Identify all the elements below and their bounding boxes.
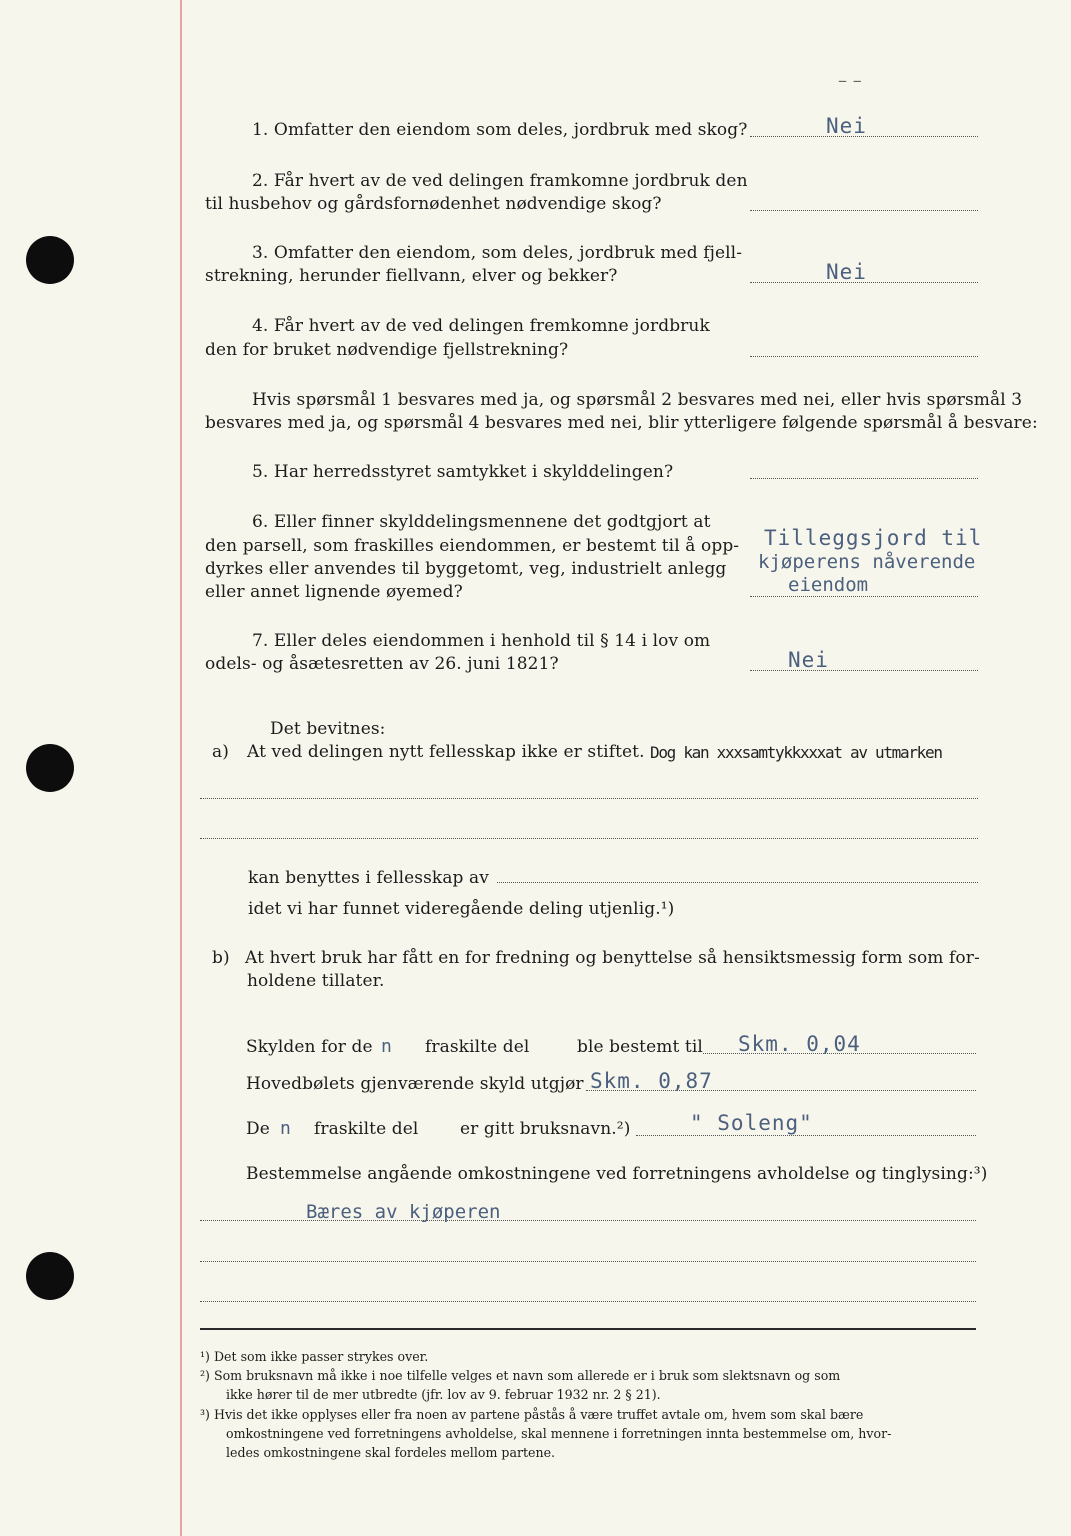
intro-line-1: Hvis spørsmål 1 besvares med ja, og spørsmål 2 besvares med nei, eller hvis spørsmål 3: [252, 390, 1023, 410]
question-3-line-1: 3. Omfatter den eiendom, som deles, jordbruk med fjell-: [252, 243, 743, 263]
witness-a-text: At ved delingen nytt fellesskap ikke er stiftet.: [247, 742, 645, 762]
cost-value: Bæres av kjøperen: [306, 1201, 501, 1223]
question-1: 1. Omfatter den eiendom som deles, jordbruk med skog?: [252, 120, 748, 140]
bruksnavn-value-line: [636, 1135, 976, 1136]
bruksnavn-label-suffix: er gitt bruksnavn.²): [460, 1119, 631, 1139]
footnote-2-line-2: ikke hører til de mer utbredte (jfr. lov av 9. februar 1932 nr. 2 § 21).: [226, 1387, 661, 1402]
footnote-separator: [200, 1328, 976, 1330]
question-6-line-3: dyrkes eller anvendes til byggetomt, veg, industrielt anlegg: [205, 559, 727, 579]
question-7-line-2: odels- og åsætesretten av 26. juni 1821?: [205, 654, 559, 674]
punch-hole-middle: [26, 744, 74, 792]
answer-line-7: [750, 670, 978, 671]
skyld-label-middle: fraskilte del: [425, 1037, 530, 1057]
answer-line-2: [750, 210, 978, 211]
answer-6-line-1: Tilleggsjord til: [764, 526, 983, 550]
witness-a-struck-text: Dog kan xxxsamtykkxxxat av utmarken: [650, 743, 942, 762]
page-mark: – –: [838, 70, 862, 91]
question-4-line-2: den for bruket nødvendige fjellstrekning?: [205, 340, 569, 360]
witness-b-label: b): [212, 948, 230, 968]
answer-3: Nei: [826, 260, 867, 284]
witness-heading: Det bevitnes:: [270, 719, 386, 739]
question-4-line-1: 4. Får hvert av de ved delingen fremkomne jordbruk: [252, 316, 710, 336]
cost-label: Bestemmelse angående omkostningene ved forretningens avholdelse og tinglysing:³): [246, 1164, 988, 1184]
bruksnavn-fill-n: n: [280, 1118, 292, 1139]
bruksnavn-value: " Soleng": [690, 1111, 813, 1135]
witness-conclusion: idet vi har funnet videregående deling utjenlig.¹): [248, 899, 675, 919]
skyld-label-prefix: Skylden for de: [246, 1037, 373, 1057]
shared-use-line: [497, 882, 978, 883]
punch-hole-bottom: [26, 1252, 74, 1300]
punch-hole-top: [26, 236, 74, 284]
witness-blank-line-1: [200, 798, 978, 799]
witness-blank-line-2: [200, 838, 978, 839]
witness-b-line-1: At hvert bruk har fått en for fredning og benyttelse så hensiktsmessig form som for-: [245, 948, 980, 968]
shared-use-label: kan benyttes i fellesskap av: [248, 868, 489, 888]
cost-line-3: [200, 1301, 976, 1302]
question-2-line-2: til husbehov og gårdsfornødenhet nødvendige skog?: [205, 194, 662, 214]
answer-7: Nei: [788, 648, 829, 672]
cost-line-1: [200, 1220, 976, 1221]
hovedbol-label: Hovedbølets gjenværende skyld utgjør: [246, 1074, 584, 1094]
footnote-3-line-2: omkostningene ved forretningens avholdelse, skal mennene i forretningen innta bestemmelse om, hvor-: [226, 1426, 892, 1441]
hovedbol-value: Skm. 0,87: [590, 1069, 713, 1093]
question-6-line-2: den parsell, som fraskilles eiendommen, er bestemt til å opp-: [205, 536, 740, 556]
footnote-3-line-1: ³) Hvis det ikke opplyses eller fra noen av partene påstås å være truffet avtale om, hvem som skal bære: [200, 1407, 864, 1422]
bruksnavn-label-prefix: De: [246, 1119, 270, 1139]
bruksnavn-label-middle: fraskilte del: [314, 1119, 419, 1139]
witness-a-label: a): [212, 742, 229, 762]
answer-6-line-2: kjøperens nåverende: [758, 551, 976, 573]
footnote-2-line-1: ²) Som bruksnavn må ikke i noe tilfelle velges et navn som allerede er i bruk som slektsnavn og som: [200, 1368, 841, 1383]
question-3-line-2: strekning, herunder fiellvann, elver og bekker?: [205, 266, 618, 286]
question-5: 5. Har herredsstyret samtykket i skylddelingen?: [252, 462, 674, 482]
answer-6-line-3: eiendom: [788, 574, 869, 596]
skyld-fill-n: n: [381, 1036, 393, 1057]
skyld-label-suffix: ble bestemt til: [577, 1037, 703, 1057]
margin-rule: [180, 0, 182, 1536]
witness-b-line-2: holdene tillater.: [247, 971, 385, 991]
answer-1: Nei: [826, 114, 867, 138]
question-7-line-1: 7. Eller deles eiendommen i henhold til § 14 i lov om: [252, 631, 711, 651]
answer-line-6: [750, 596, 978, 597]
cost-line-2: [200, 1261, 976, 1262]
answer-line-4: [750, 356, 978, 357]
question-6-line-1: 6. Eller finner skylddelingsmennene det godtgjort at: [252, 512, 711, 532]
footnote-1: ¹) Det som ikke passer strykes over.: [200, 1349, 429, 1364]
intro-line-2: besvares med ja, og spørsmål 4 besvares med nei, blir ytterligere følgende spørsmål å besvare:: [205, 413, 1038, 433]
skyld-value: Skm. 0,04: [738, 1032, 861, 1056]
footnote-3-line-3: ledes omkostningene skal fordeles mellom partene.: [226, 1445, 556, 1460]
question-2-line-1: 2. Får hvert av de ved delingen framkomne jordbruk den: [252, 171, 748, 191]
answer-line-5: [750, 478, 978, 479]
question-6-line-4: eller annet lignende øyemed?: [205, 582, 463, 602]
